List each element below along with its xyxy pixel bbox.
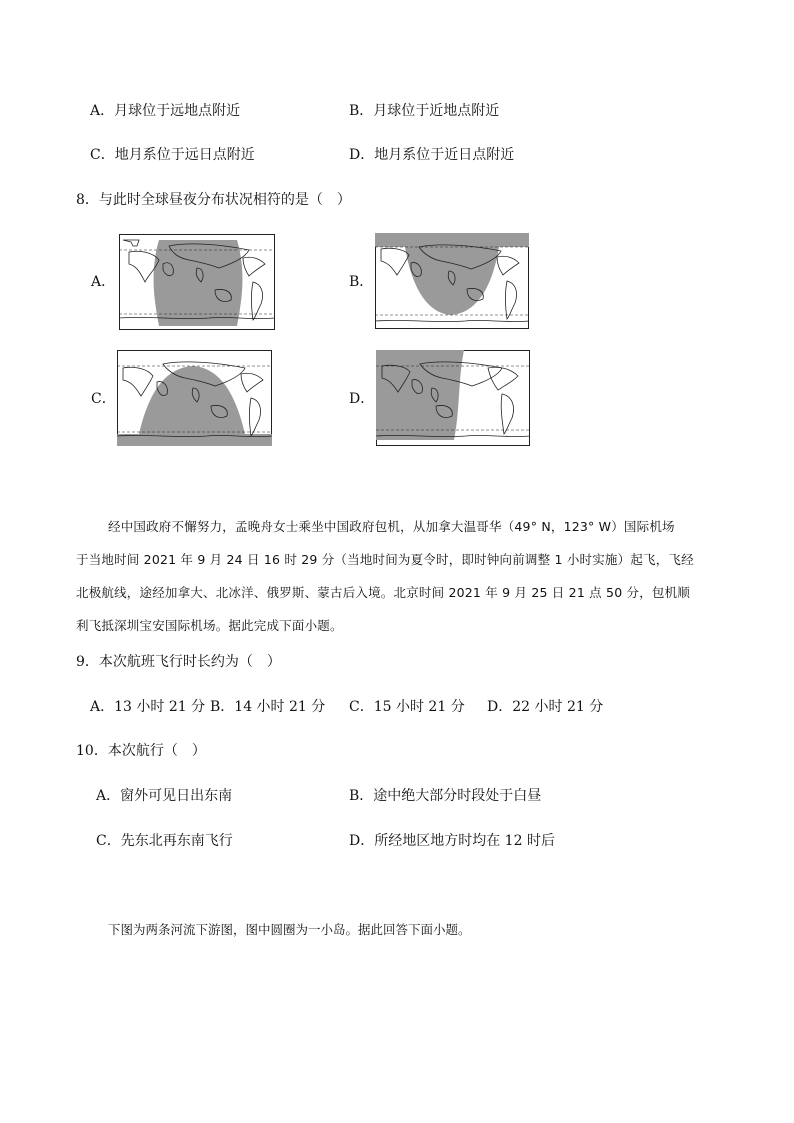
q7-option-c-letter: C． — [90, 147, 115, 163]
q7-option-a-text: 月球位于远地点附近 — [114, 103, 241, 119]
world-map-b — [375, 233, 529, 329]
world-map-c — [117, 350, 272, 446]
q10-option-c[interactable] — [96, 831, 233, 851]
q10-option-b-letter: B． — [349, 788, 374, 804]
q7-option-c[interactable] — [90, 145, 255, 165]
q7-option-a[interactable] — [90, 101, 240, 121]
q9-option-b[interactable] — [210, 697, 325, 717]
q10-option-d-text: 所经地区地方时均在 12 时后 — [374, 833, 555, 849]
world-map-a — [119, 234, 275, 330]
q10-option-a-letter: A． — [96, 788, 121, 804]
passage-line-1: 经中国政府不懈努力，孟晚舟女士乘坐中国政府包机，从加拿大温哥华（49° N，123° W）国际机场 — [108, 519, 675, 534]
q10-option-a-text: 窗外可见日出东南 — [120, 788, 233, 804]
q9-option-d[interactable] — [487, 697, 603, 717]
q8-stem: 8．与此时全球昼夜分布状况相符的是（ ） — [76, 192, 351, 208]
passage-line-2: 于当地时间 2021 年 9 月 24 日 16 时 29 分（当地时间为夏令时，即时钟向前调整 1 小时实施）起飞，飞经 — [76, 552, 694, 567]
q9-option-a-letter: A． — [90, 699, 115, 715]
q8-map-d[interactable] — [376, 350, 530, 446]
q9-option-b-letter: B． — [210, 699, 235, 715]
q9-option-d-letter: D． — [487, 699, 513, 715]
q10-option-d[interactable] — [349, 831, 555, 851]
q8-map-b-label[interactable]: B． — [349, 274, 374, 290]
q8-map-a[interactable] — [119, 234, 275, 330]
q9-option-c-text: 15 小时 21 分 — [373, 699, 465, 715]
q8-map-a-label[interactable]: A． — [91, 274, 116, 290]
q9-option-d-text: 22 小时 21 分 — [512, 699, 604, 715]
q9-option-b-text: 14 小时 21 分 — [234, 699, 326, 715]
q9-stem: 9．本次航班飞行时长约为（ ） — [76, 654, 281, 670]
q9-option-a-text: 13 小时 21 分 — [114, 699, 206, 715]
passage-line-4: 利飞抵深圳宝安国际机场。据此完成下面小题。 — [76, 618, 343, 633]
q10-option-a[interactable] — [96, 786, 232, 806]
q7-option-b-text: 月球位于近地点附近 — [373, 103, 500, 119]
q9-option-a[interactable] — [90, 697, 205, 717]
passage-line-3: 北极航线，途经加拿大、北冰洋、俄罗斯、蒙古后入境。北京时间 2021 年 9 月 25 日 21 点 50 分，包机顺 — [76, 585, 691, 600]
passage — [76, 510, 716, 642]
q10-option-b-text: 途中绝大部分时段处于白昼 — [373, 788, 542, 804]
q8-map-d-label[interactable]: D． — [349, 391, 375, 407]
q7-option-c-text: 地月系位于远日点附近 — [114, 147, 255, 163]
q7-option-d-letter: D． — [349, 147, 375, 163]
q9-option-c-letter: C． — [349, 699, 374, 715]
q7-option-b[interactable] — [349, 101, 499, 121]
q10-option-c-letter: C． — [96, 833, 121, 849]
q8-map-c[interactable] — [117, 350, 272, 446]
q7-option-a-letter: A． — [90, 103, 115, 119]
q7-option-d[interactable] — [349, 145, 514, 165]
q9-option-c[interactable] — [349, 697, 465, 717]
world-map-d — [376, 350, 530, 446]
q10-option-d-letter: D． — [349, 833, 375, 849]
q7-option-b-letter: B． — [349, 103, 374, 119]
q7-option-d-text: 地月系位于近日点附近 — [374, 147, 515, 163]
next-section-intro: 下图为两条河流下游图，图中圆圈为一小岛。据此回答下面小题。 — [108, 922, 471, 937]
q10-stem: 10．本次航行（ ） — [76, 743, 206, 759]
q10-option-b[interactable] — [349, 786, 541, 806]
q8-map-c-label[interactable]: C． — [91, 391, 116, 407]
q10-option-c-text: 先东北再东南飞行 — [120, 833, 233, 849]
q8-map-b[interactable] — [375, 233, 529, 329]
